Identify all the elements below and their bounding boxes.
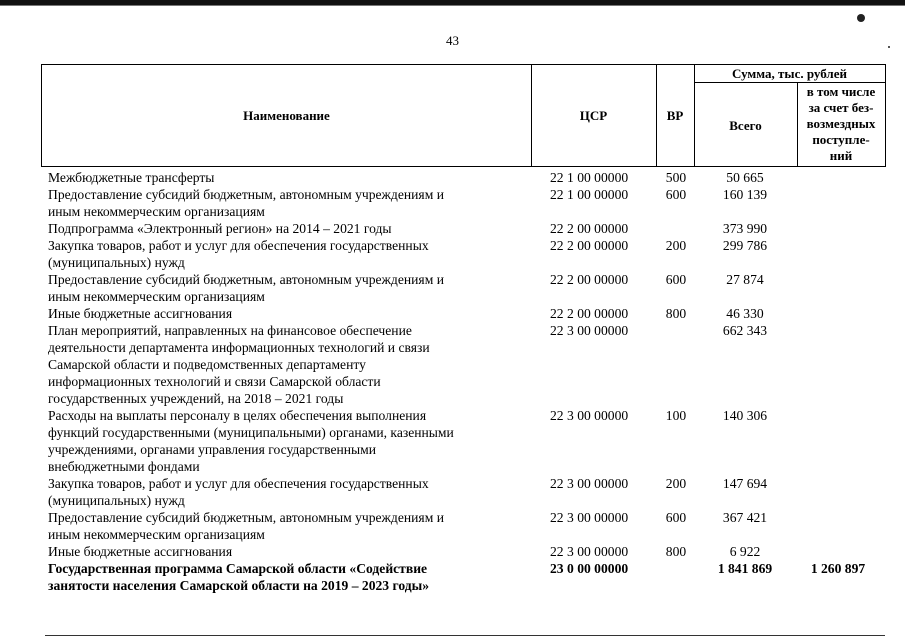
row-name-line: Закупка товаров, работ и услуг для обеспечения государственных — [48, 476, 429, 491]
table-header — [41, 64, 886, 167]
row-total: 46 330 — [726, 306, 764, 321]
header-sum-underline — [694, 82, 885, 83]
header-free-line: возмездных — [806, 116, 876, 131]
header-csr: ЦСР — [579, 108, 608, 123]
row-name-line: иным некоммерческим организациям — [48, 527, 265, 542]
row-total: 160 139 — [722, 187, 768, 202]
row-name — [45, 237, 498, 271]
row-name — [45, 169, 498, 186]
row-vr: 600 — [665, 187, 687, 202]
row-name-line: иным некоммерческим организациям — [48, 289, 265, 304]
table-row — [45, 407, 885, 475]
row-name — [45, 509, 498, 543]
page-number: 43 — [446, 33, 459, 48]
row-name-line: внебюджетными фондами — [48, 459, 200, 474]
row-name-line: Иные бюджетные ассигнования — [48, 544, 233, 559]
row-total: 1 841 869 — [717, 561, 773, 576]
row-name-line: Иные бюджетные ассигнования — [48, 306, 233, 321]
row-vr: 800 — [665, 306, 687, 321]
row-name-line: государственных учреждений, на 2018 – 2021 годы — [48, 391, 344, 406]
header-name: Наименование — [243, 108, 330, 123]
row-name-line: Предоставление субсидий бюджетным, автономным учреждениям и — [48, 272, 444, 287]
scan-top-border-shadow — [0, 5, 905, 6]
row-total: 662 343 — [722, 323, 768, 338]
row-name-line: Закупка товаров, работ и услуг для обеспечения государственных — [48, 238, 429, 253]
row-name-line: информационных технологий и связи Самарской области — [48, 374, 381, 389]
row-vr: 200 — [665, 476, 687, 491]
row-name — [45, 322, 498, 407]
table-row — [45, 560, 885, 594]
row-name-line: Предоставление субсидий бюджетным, автономным учреждениям и — [48, 510, 444, 525]
row-vr: 500 — [665, 170, 687, 185]
table-row — [45, 305, 885, 322]
header-free-line: поступле- — [812, 132, 870, 147]
row-vr: 600 — [665, 272, 687, 287]
row-total: 140 306 — [722, 408, 768, 423]
row-name — [45, 271, 498, 305]
table-body — [45, 169, 885, 594]
row-csr: 22 3 00 00000 — [550, 544, 629, 559]
table-row — [45, 237, 885, 271]
header-free-line: в том числе — [806, 84, 876, 99]
row-name-line: Самарской области и подведомственных департаменту — [48, 357, 366, 372]
row-name-line: занятости населения Самарской области на 2019 – 2023 годы» — [48, 578, 430, 593]
row-vr: 600 — [665, 510, 687, 525]
row-name-line: деятельности департамента информационных технологий и связи — [48, 340, 430, 355]
row-vr: 200 — [665, 238, 687, 253]
table-row — [45, 322, 885, 407]
row-name-line: Расходы на выплаты персоналу в целях обеспечения выполнения — [48, 408, 427, 423]
table-row — [45, 509, 885, 543]
row-csr: 22 2 00 00000 — [550, 306, 629, 321]
row-csr: 22 2 00 00000 — [550, 238, 629, 253]
row-total: 147 694 — [722, 476, 768, 491]
scan-mark — [857, 14, 865, 22]
row-name — [45, 220, 498, 237]
row-name-line: Предоставление субсидий бюджетным, автономным учреждениям и — [48, 187, 444, 202]
header-free-funds — [797, 84, 885, 164]
header-free-line: ний — [829, 148, 853, 163]
row-name — [45, 475, 498, 509]
row-name — [45, 186, 498, 220]
row-csr: 22 3 00 00000 — [550, 510, 629, 525]
row-csr: 22 1 00 00000 — [550, 187, 629, 202]
table-row — [45, 220, 885, 237]
row-name-line: учреждениями, органами управления государственными — [48, 442, 377, 457]
row-total: 50 665 — [726, 170, 764, 185]
row-csr: 23 0 00 00000 — [550, 561, 629, 576]
row-csr: 22 3 00 00000 — [550, 323, 629, 338]
row-name-line: функций государственными (муниципальными) органами, казенными — [48, 425, 454, 440]
row-total: 373 990 — [722, 221, 768, 236]
row-csr: 22 2 00 00000 — [550, 272, 629, 287]
row-csr: 22 3 00 00000 — [550, 408, 629, 423]
header-free-line: за счет без- — [808, 100, 874, 115]
table-row — [45, 271, 885, 305]
row-name — [45, 560, 498, 594]
scan-bottom-line — [45, 635, 885, 636]
row-csr: 22 2 00 00000 — [550, 221, 629, 236]
row-total: 299 786 — [722, 238, 768, 253]
table-row — [45, 475, 885, 509]
row-name — [45, 305, 498, 322]
table-row — [45, 169, 885, 186]
row-name — [45, 543, 498, 560]
table-row — [45, 186, 885, 220]
row-csr: 22 3 00 00000 — [550, 476, 629, 491]
row-name-line: План мероприятий, направленных на финансовое обеспечение — [48, 323, 412, 338]
row-name-line: Межбюджетные трансферты — [48, 170, 215, 185]
row-total: 6 922 — [729, 544, 761, 559]
row-name-line: иным некоммерческим организациям — [48, 204, 265, 219]
row-total: 27 874 — [726, 272, 764, 287]
row-vr: 800 — [665, 544, 687, 559]
row-name-line: (муниципальных) нужд — [48, 493, 185, 508]
header-sum: Сумма, тыс. рублей — [732, 66, 847, 81]
row-name-line: (муниципальных) нужд — [48, 255, 185, 270]
header-total: Всего — [729, 118, 762, 133]
table-row — [45, 543, 885, 560]
row-name-line: Государственная программа Самарской области «Содействие — [48, 561, 428, 576]
row-csr: 22 1 00 00000 — [550, 170, 629, 185]
header-vr: ВР — [666, 108, 684, 123]
row-total: 367 421 — [722, 510, 768, 525]
row-name — [45, 407, 498, 475]
row-free-funds: 1 260 897 — [810, 561, 866, 576]
row-name-line: Подпрограмма «Электронный регион» на 2014 – 2021 годы — [48, 221, 392, 236]
row-vr: 100 — [665, 408, 687, 423]
